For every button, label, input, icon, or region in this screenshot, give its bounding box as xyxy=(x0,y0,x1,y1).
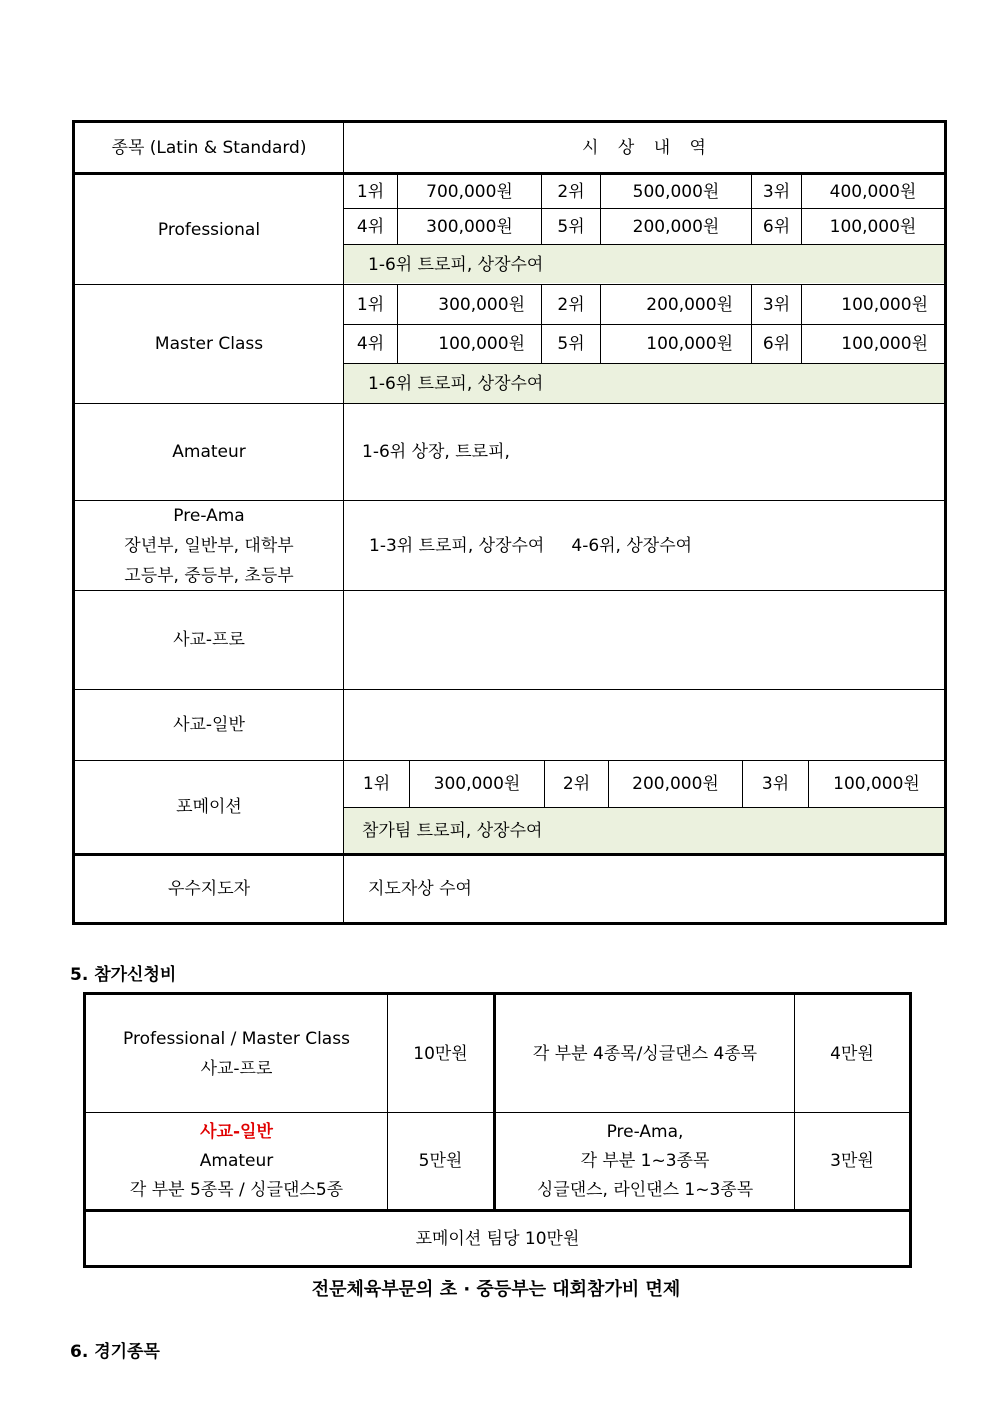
award-amount: 300,000원 xyxy=(426,216,513,237)
preama-label xyxy=(75,501,343,590)
preama-awards: 1-3위 트로피, 상장수여 4-6위, 상장수여 xyxy=(369,535,693,556)
award-rank: 2위 xyxy=(562,774,591,794)
header-category: 종목 (Latin & Standard) xyxy=(111,137,307,158)
award-amount: 200,000원 xyxy=(632,774,719,794)
fee-row2-amount2: 3만원 xyxy=(830,1151,874,1171)
award-amount: 100,000원 xyxy=(829,216,917,237)
section6-heading: 6. 경기종목 xyxy=(70,1342,160,1362)
fee-row1-category xyxy=(86,995,387,1112)
award-rank: 2위 xyxy=(557,181,585,202)
fee-exemption-note: 전문체육부문의 초 · 중등부는 대회참가비 면제 xyxy=(311,1279,681,1300)
award-amount: 700,000원 xyxy=(426,181,513,202)
award-amount: 100,000원 xyxy=(833,774,920,794)
award-rank: 3위 xyxy=(762,181,791,202)
award-rank: 2위 xyxy=(557,294,585,315)
formation-label: 포메이션 xyxy=(176,797,242,817)
fee-row2-desc3: 싱글댄스, 라인댄스 1~3종목 xyxy=(536,1179,754,1200)
fee-formation: 포메이션 팀당 10만원 xyxy=(415,1228,580,1249)
preama-label-line1: Pre-Ama xyxy=(173,505,245,526)
fee-row1-line2: 사교-프로 xyxy=(200,1058,273,1079)
coach-award: 지도자상 수여 xyxy=(368,879,472,899)
award-rank: 6위 xyxy=(762,334,791,354)
award-rank: 6위 xyxy=(762,216,791,237)
master-class-note: 1-6위 트로피, 상장수여 xyxy=(368,373,544,394)
master-class-label: Master Class xyxy=(154,334,264,354)
award-amount: 300,000원 xyxy=(438,294,525,315)
award-rank: 1위 xyxy=(356,181,385,202)
award-amount: 200,000원 xyxy=(646,294,733,315)
fee-row2-line1: 사교-일반 xyxy=(200,1121,273,1142)
fee-row2-line3: 각 부분 5종목 / 싱글댄스5종 xyxy=(129,1179,344,1200)
fee-row2-description xyxy=(496,1113,794,1209)
amateur-awards: 1-6위 상장, 트로피, xyxy=(362,442,510,462)
formation-note: 참가팀 트로피, 상장수여 xyxy=(362,820,543,841)
award-amount: 100,000원 xyxy=(438,334,525,354)
preama-label-line3: 고등부, 중등부, 초등부 xyxy=(124,565,294,586)
award-rank: 5위 xyxy=(557,216,585,237)
fee-row2-line2: Amateur xyxy=(199,1150,274,1171)
professional-label: Professional xyxy=(157,219,261,240)
coach-label: 우수지도자 xyxy=(167,879,251,899)
social-general-label: 사교-일반 xyxy=(173,715,245,735)
award-amount: 400,000원 xyxy=(829,181,917,202)
award-rank: 1위 xyxy=(362,774,391,794)
fee-row2-category xyxy=(86,1113,387,1209)
award-rank: 4위 xyxy=(356,334,385,354)
award-amount: 300,000원 xyxy=(433,774,521,794)
award-rank: 4위 xyxy=(356,216,385,237)
social-pro-label: 사교-프로 xyxy=(173,630,245,650)
award-rank: 3위 xyxy=(761,774,790,794)
fee-row1-amount: 10만원 xyxy=(413,1043,468,1064)
fee-row2-amount: 5만원 xyxy=(418,1151,463,1171)
award-amount: 500,000원 xyxy=(632,181,720,202)
award-amount: 200,000원 xyxy=(632,216,720,237)
award-rank: 5위 xyxy=(557,334,585,354)
fee-row1-line1: Professional / Master Class xyxy=(123,1028,350,1049)
preama-label-line2: 장년부, 일반부, 대학부 xyxy=(124,535,294,556)
award-amount: 100,000원 xyxy=(841,334,928,354)
award-amount: 100,000원 xyxy=(646,334,733,354)
fee-row2-desc2: 각 부분 1~3종목 xyxy=(580,1150,710,1171)
fee-row1-description: 각 부분 4종목/싱글댄스 4종목 xyxy=(532,1043,758,1064)
fee-row2-desc1: Pre-Ama, xyxy=(606,1121,684,1142)
fee-row1-amount2: 4만원 xyxy=(830,1043,874,1064)
amateur-label: Amateur xyxy=(172,442,246,462)
header-details: 시 상 내 역 xyxy=(582,137,706,158)
section5-heading: 5. 참가신청비 xyxy=(70,965,177,985)
professional-note: 1-6위 트로피, 상장수여 xyxy=(368,254,544,275)
award-rank: 1위 xyxy=(356,294,385,315)
award-amount: 100,000원 xyxy=(841,294,928,315)
award-rank: 3위 xyxy=(762,294,791,315)
